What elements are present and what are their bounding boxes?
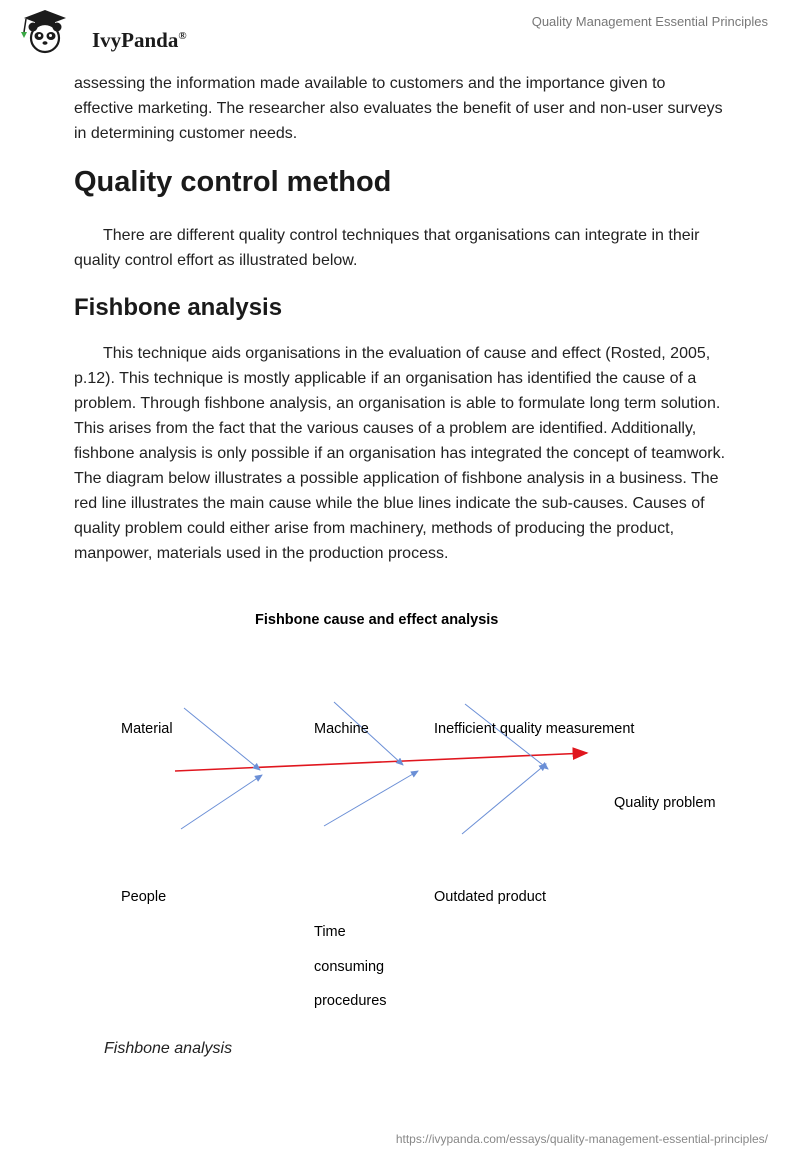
heading-fishbone-analysis: Fishbone analysis <box>74 294 283 321</box>
quality-paragraph: There are different quality control techniques that organisations can integrate in their quality control effort as illustrated below. <box>74 227 700 269</box>
intro-paragraph: assessing the information made available to customers and the importance given to effective marketing. The researcher also evaluates the benefit of user and non-user surveys in determining customer needs. <box>74 75 723 142</box>
brand-name-text: IvyPanda <box>92 28 179 52</box>
main-cause-spine <box>175 753 587 771</box>
label-outdated-product: Outdated product <box>434 889 547 905</box>
label-measurement: Inefficient quality measurement <box>434 721 635 737</box>
label-time-line3: procedures <box>314 993 387 1009</box>
bone-time-consuming <box>324 771 418 826</box>
figure-caption: Fishbone analysis <box>104 1040 233 1057</box>
source-url-link[interactable]: https://ivypanda.com/essays/quality-management-essential-principles/ <box>395 1132 768 1146</box>
label-machine: Machine <box>314 721 369 737</box>
heading-quality-control-method: Quality control method <box>74 166 392 198</box>
running-title: Quality Management Essential Principles <box>531 14 768 29</box>
registered-mark: ® <box>178 30 187 42</box>
bone-material <box>184 708 260 770</box>
figure-title: Fishbone cause and effect analysis <box>255 612 499 628</box>
label-time-line1: Time <box>314 924 346 940</box>
label-material: Material <box>121 721 173 737</box>
bone-people <box>181 775 262 829</box>
label-people: People <box>121 889 167 905</box>
fishbone-paragraph: This technique aids organisations in the evaluation of cause and effect (Rosted, 2005, p.12). This technique is mostly applicable if an organisation has identified the cause of a problem. Through fishbone analysis, an organisation is able to formulate long term solution. This arises from the fact that the various causes of a problem are identified. Additionally, fishbone analysis is only possible if an organisation has integrated the concept of teamwork. The diagram below illustrates a possible application of fishbone analysis in a business. The red line illustrates the main cause while the blue lines indicate the sub-causes. Causes of quality problem could either arise from machinery, methods of producing the product, manpower, materials used in the production process. <box>74 345 726 562</box>
label-time-line2: consuming <box>314 959 385 975</box>
label-quality-problem: Quality problem <box>614 795 716 811</box>
bone-outdated-product <box>462 764 546 834</box>
